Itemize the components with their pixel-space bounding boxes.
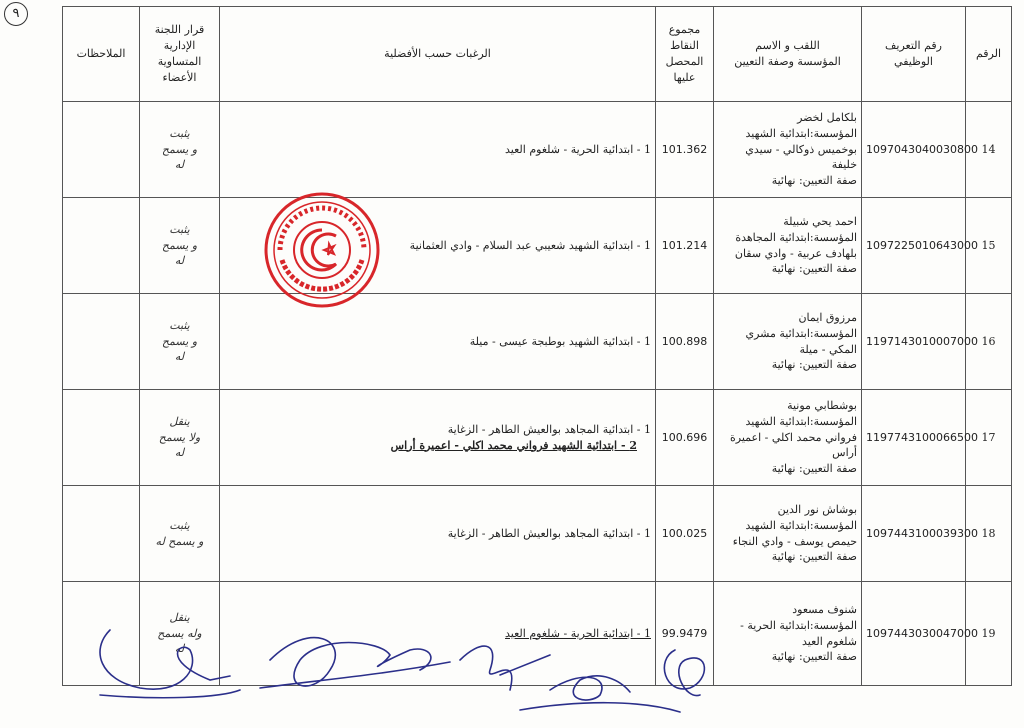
employee-info bbox=[714, 102, 862, 198]
employee-id: 1097443030047000 bbox=[862, 582, 966, 686]
employee-info bbox=[714, 486, 862, 582]
points-total: 99.9479 bbox=[656, 582, 714, 686]
wishes-cell bbox=[220, 102, 656, 198]
wish-1: 1 - ابتدائية الحرية - شلغوم العيد bbox=[505, 142, 651, 156]
header-decision: قرار اللجنة الإدارية المتساوية الأعضاء bbox=[140, 7, 220, 102]
employee-appointment: صفة التعيين: نهائية bbox=[771, 358, 857, 372]
notes-cell bbox=[63, 198, 140, 294]
employee-appointment: صفة التعيين: نهائية bbox=[771, 262, 857, 276]
employee-institution: المؤسسة:ابتدائية مشري المكي - ميلة bbox=[745, 326, 857, 356]
employee-name: احمد يحي شبيلة bbox=[783, 214, 857, 228]
wishes-cell bbox=[220, 390, 656, 486]
committee-decision: يثبت و يسمح له bbox=[140, 486, 220, 582]
employee-appointment: صفة التعيين: نهائية bbox=[771, 550, 857, 564]
employee-name: شنوف مسعود bbox=[792, 602, 857, 616]
committee-decision: يثبت و يسمح له bbox=[140, 102, 220, 198]
header-wishes: الرغبات حسب الأفضلية bbox=[220, 7, 656, 102]
header-points: مجموع النقاط المحصل عليها bbox=[656, 7, 714, 102]
wishes-cell bbox=[220, 486, 656, 582]
points-total: 101.214 bbox=[656, 198, 714, 294]
table-row bbox=[63, 198, 1012, 294]
table-row bbox=[63, 486, 1012, 582]
row-number: 15 bbox=[966, 198, 1012, 294]
table-row bbox=[63, 390, 1012, 486]
notes-cell bbox=[63, 390, 140, 486]
header-name: اللقب و الاسم المؤسسة وصفة التعيين bbox=[714, 7, 862, 102]
employee-name: مرزوق ايمان bbox=[798, 310, 857, 324]
employee-id: 1197143010007000 bbox=[862, 294, 966, 390]
wish-1: 1 - ابتدائية المجاهد بوالعيش الطاهر - الزغاية bbox=[447, 422, 651, 436]
employee-institution: المؤسسة:ابتدائية الشهيد حيمص يوسف - وادي النجاء bbox=[732, 518, 857, 548]
header-notes: الملاحظات bbox=[63, 7, 140, 102]
page-number: ٩ bbox=[4, 2, 28, 26]
signature-icon bbox=[80, 600, 730, 720]
employee-name: بلكامل لخضر bbox=[797, 110, 857, 124]
notes-cell bbox=[63, 102, 140, 198]
employee-name: بوشاش نور الدين bbox=[777, 502, 857, 516]
wish-2: 2 - ابتدائية الشهيد فرواني محمد اكلي - اعميرة أراس bbox=[390, 438, 637, 452]
employee-institution: المؤسسة:ابتدائية الحرية - شلغوم العيد bbox=[740, 618, 857, 648]
notes-cell bbox=[63, 486, 140, 582]
notes-cell bbox=[63, 294, 140, 390]
employee-id: 1097443100039300 bbox=[862, 486, 966, 582]
employee-info bbox=[714, 294, 862, 390]
header-id: رقم التعريف الوظيفي bbox=[862, 7, 966, 102]
employee-institution: المؤسسة:ابتدائية المجاهدة بلهادف عربية - وادي سقان bbox=[734, 230, 857, 260]
official-seal-icon bbox=[262, 190, 382, 310]
employee-appointment: صفة التعيين: نهائية bbox=[771, 650, 857, 664]
employee-name: بوشطابي مونية bbox=[787, 398, 857, 412]
roster-table bbox=[62, 6, 1012, 686]
row-number: 17 bbox=[966, 390, 1012, 486]
row-number: 18 bbox=[966, 486, 1012, 582]
committee-decision: يثبت و يسمح له bbox=[140, 294, 220, 390]
employee-id: 1097043040030800 bbox=[862, 102, 966, 198]
row-number: 19 bbox=[966, 582, 1012, 686]
wish-1: 1 - ابتدائية الحرية - شلغوم العيد bbox=[505, 626, 651, 640]
points-total: 101.362 bbox=[656, 102, 714, 198]
employee-appointment: صفة التعيين: نهائية bbox=[771, 462, 857, 476]
employee-institution: المؤسسة:ابتدائية الشهيد فرواني محمد اكلي - اعميرة أراس bbox=[730, 414, 857, 460]
employee-institution: المؤسسة:ابتدائية الشهيد بوخميس ذوكالي - سيدي خليفة bbox=[745, 126, 857, 172]
committee-decision: ينقل ولا يسمح له bbox=[140, 390, 220, 486]
committee-decision: يثبت و يسمح له bbox=[140, 198, 220, 294]
employee-info bbox=[714, 198, 862, 294]
wish-1: 1 - ابتدائية الشهيد شعيبي عبد السلام - وادي العثمانية bbox=[409, 238, 651, 252]
table-row bbox=[63, 102, 1012, 198]
row-number: 16 bbox=[966, 294, 1012, 390]
employee-id: 1097225010643000 bbox=[862, 198, 966, 294]
employee-appointment: صفة التعيين: نهائية bbox=[771, 174, 857, 188]
points-total: 100.898 bbox=[656, 294, 714, 390]
wish-1: 1 - ابتدائية الشهيد بوطبجة عيسى - ميلة bbox=[469, 334, 651, 348]
points-total: 100.696 bbox=[656, 390, 714, 486]
header-row bbox=[63, 7, 1012, 102]
row-number: 14 bbox=[966, 102, 1012, 198]
header-num: الرقم bbox=[966, 7, 1012, 102]
wish-1: 1 - ابتدائية المجاهد بوالعيش الطاهر - الزغاية bbox=[447, 526, 651, 540]
employee-id: 1197743100066500 bbox=[862, 390, 966, 486]
points-total: 100.025 bbox=[656, 486, 714, 582]
committee-decision: ينقل وله يسمح له bbox=[140, 582, 220, 686]
table-row bbox=[63, 294, 1012, 390]
employee-info bbox=[714, 582, 862, 686]
employee-info bbox=[714, 390, 862, 486]
